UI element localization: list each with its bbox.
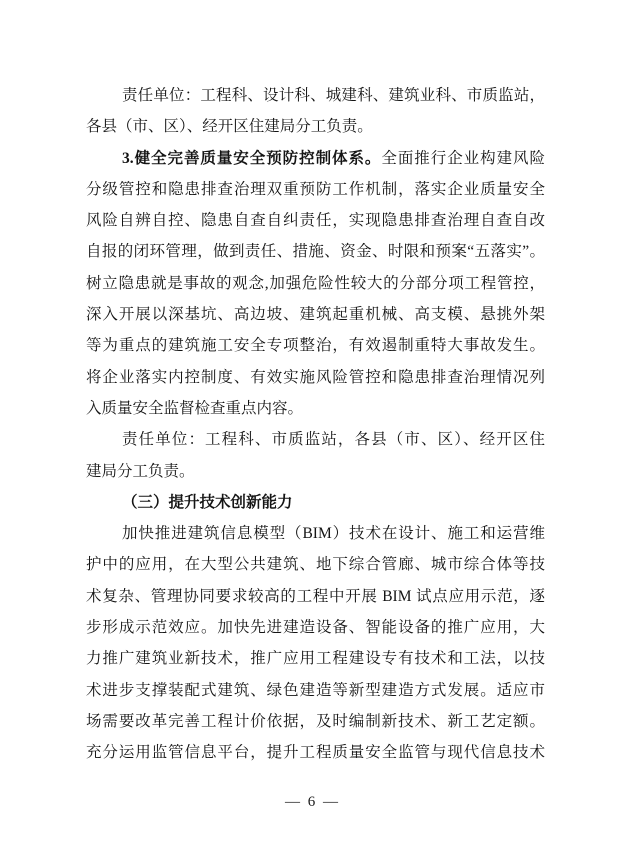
text-line [86,299,545,330]
text-run: 术进步支撑装配式建筑、绿色建造等新型建造方式发展。适应市 [86,681,545,699]
text-run: 等为重点的建筑施工安全专项整治，有效遏制重特大事故发生。 [86,337,545,355]
text-line-bim-paragraph-start [86,518,545,549]
text-line [86,268,545,299]
text-run: 入质量安全监督检查重点内容。 [86,399,304,417]
text-run: 各县（市、区）、经开区住建局分工负责。 [86,118,373,136]
text-run: 充分运用监管信息平台，提升工程质量安全监管与现代信息技术 [86,744,545,762]
text-run: 护中的应用，在大型公共建筑、地下综合管廊、城市综合体等技 [86,556,545,574]
text-line [86,581,545,612]
text-run: 全面推行企业构建风险 [381,149,545,167]
text-run: 步形成示范效应。加快先进建造设备、智能设备的推广应用，大 [86,619,545,637]
text-run: 自报的闭环管理，做到责任、措施、资金、时限和预案“五落实”。 [86,243,545,261]
page-number-label: — 6 — [285,794,340,810]
text-run: 风险自辨自控、隐患自查自纠责任，实现隐患排查治理自查自改 [86,212,545,230]
page-footer [0,794,625,811]
text-line-paragraph-end [86,393,545,424]
text-line-item3-heading [86,143,545,174]
text-line [86,362,545,393]
text-line [86,612,545,643]
text-run: 树立隐患就是事故的观念,加强危险性较大的分部分项工程管控， [86,274,545,292]
text-line-page-last [86,737,545,768]
text-line-responsible-units-2-end [86,456,545,487]
text-run: 责任单位：工程科、市质监站，各县（市、区）、经开区住 [122,431,545,449]
text-run: 场需要改革完善工程计价依据，及时编制新技术、新工艺定额。 [86,712,545,730]
text-line-responsible-units-1-end [86,111,545,142]
text-run: 建局分工负责。 [86,462,195,480]
bold-run-section-title: （三）提升技术创新能力 [122,493,293,511]
bold-run-item3-title: 3.健全完善质量安全预防控制体系。 [122,149,382,167]
text-run: 深入开展以深基坑、高边坡、建筑起重机械、高支模、悬挑外架 [86,306,545,324]
text-line-responsible-units-2 [86,424,545,455]
text-run: 将企业落实内控制度、有效实施风险管控和隐患排查治理情况列 [86,368,545,386]
text-line [86,205,545,236]
text-line [86,549,545,580]
text-line [86,236,545,267]
text-line-responsible-units-1 [86,80,545,111]
text-run: 加快推进建筑信息模型（BIM）技术在设计、施工和运营维 [122,525,545,543]
text-run: 力推广建筑业新技术，推广应用工程建设专有技术和工法，以技 [86,650,545,668]
text-line [86,174,545,205]
text-run: 责任单位：工程科、设计科、城建科、建筑业科、市质监站， [122,87,545,104]
text-run: 分级管控和隐患排查治理双重预防工作机制，落实企业质量安全 [86,180,545,198]
text-run: 术复杂、管理协同要求较高的工程中开展 BIM 试点应用示范，逐 [86,587,545,605]
text-line [86,675,545,706]
document-body [86,80,545,769]
text-line [86,643,545,674]
section-heading-tech-innovation [86,487,545,518]
text-line [86,330,545,361]
text-line [86,706,545,737]
